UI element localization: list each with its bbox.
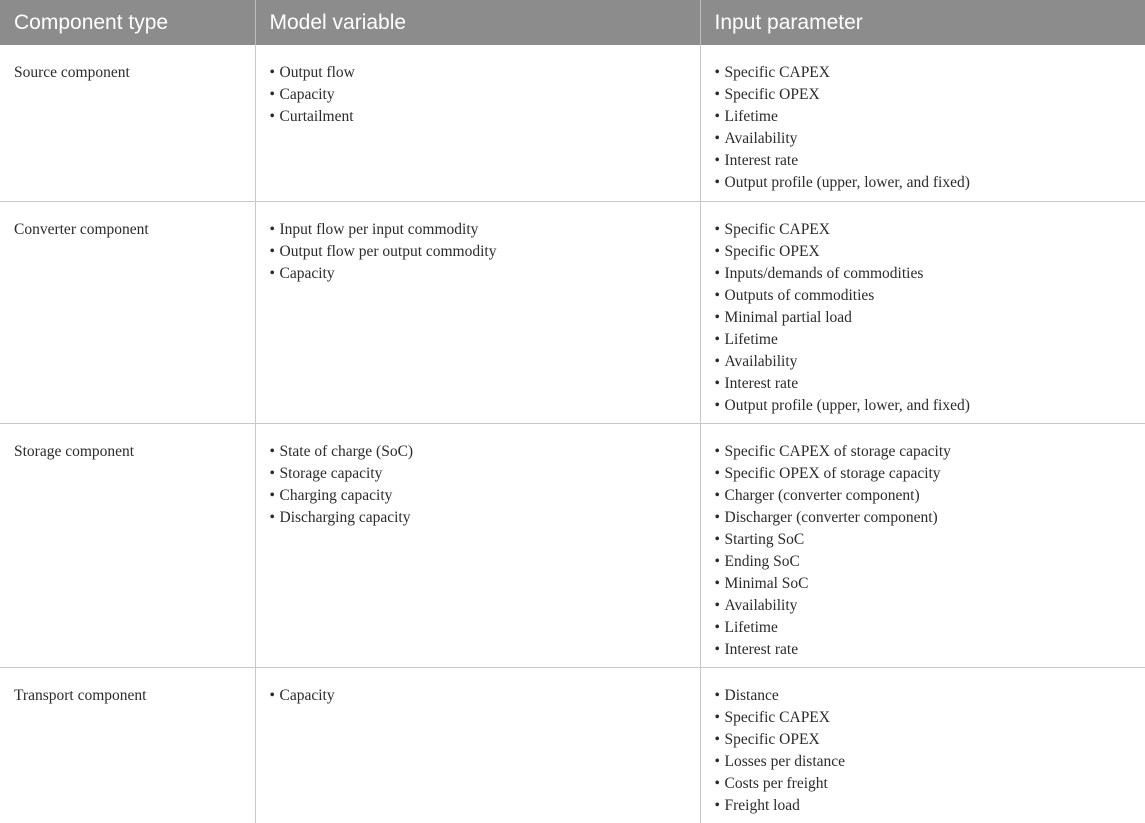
- list-item-label: Interest rate: [725, 641, 799, 658]
- list-item-label: Discharger (converter component): [725, 509, 938, 526]
- list-item-label: Costs per freight: [725, 775, 828, 792]
- bullet-icon: •: [270, 241, 280, 263]
- bullet-icon: •: [715, 307, 725, 329]
- parameter-list: [715, 441, 1145, 661]
- parameter-list: [715, 219, 1145, 417]
- list-item: [715, 617, 1145, 639]
- bullet-icon: •: [715, 529, 725, 551]
- list-item-label: Output profile (upper, lower, and fixed): [725, 174, 970, 191]
- list-item: [715, 219, 1145, 241]
- bullet-icon: •: [715, 172, 725, 194]
- bullet-icon: •: [715, 507, 725, 529]
- list-item: [715, 551, 1145, 573]
- list-item-label: Availability: [725, 353, 798, 370]
- table-body: [0, 45, 1145, 823]
- list-item: [270, 441, 700, 463]
- bullet-icon: •: [270, 441, 280, 463]
- list-item: [715, 150, 1145, 172]
- list-item: [715, 172, 1145, 194]
- list-item: [270, 106, 700, 128]
- list-item-label: Curtailment: [280, 108, 354, 125]
- list-item-label: Discharging capacity: [280, 509, 411, 526]
- list-item: [715, 395, 1145, 417]
- list-item-label: Capacity: [280, 265, 335, 282]
- bullet-icon: •: [715, 729, 725, 751]
- list-item-label: Specific OPEX: [725, 243, 820, 260]
- list-item-label: Ending SoC: [725, 553, 800, 570]
- list-item: [270, 485, 700, 507]
- variable-list: [270, 219, 700, 285]
- list-item: [270, 463, 700, 485]
- list-item-label: State of charge (SoC): [280, 443, 414, 460]
- list-item: [715, 329, 1145, 351]
- list-item: [715, 573, 1145, 595]
- bullet-icon: •: [715, 329, 725, 351]
- list-item-label: Lifetime: [725, 619, 778, 636]
- bullet-icon: •: [715, 463, 725, 485]
- bullet-icon: •: [715, 219, 725, 241]
- bullet-icon: •: [270, 106, 280, 128]
- bullet-icon: •: [715, 106, 725, 128]
- list-item: [270, 62, 700, 84]
- list-item: [715, 351, 1145, 373]
- bullet-icon: •: [715, 263, 725, 285]
- list-item: [270, 241, 700, 263]
- header-component-type: Component type: [0, 0, 255, 45]
- list-item-label: Specific CAPEX: [725, 221, 830, 238]
- list-item: [270, 685, 700, 707]
- list-item-label: Freight load: [725, 797, 800, 814]
- parameter-list: [715, 62, 1145, 194]
- bullet-icon: •: [715, 351, 725, 373]
- bullet-icon: •: [270, 62, 280, 84]
- list-item: [715, 485, 1145, 507]
- parameter-list: [715, 685, 1145, 817]
- list-item: [715, 307, 1145, 329]
- list-item-label: Output flow per output commodity: [280, 243, 497, 260]
- list-item-label: Charger (converter component): [725, 487, 920, 504]
- bullet-icon: •: [270, 685, 280, 707]
- list-item: [715, 441, 1145, 463]
- bullet-icon: •: [715, 395, 725, 417]
- model-variable-cell: [255, 667, 700, 823]
- list-item: [715, 707, 1145, 729]
- list-item: [715, 529, 1145, 551]
- input-parameter-cell: [700, 423, 1145, 667]
- list-item: [715, 241, 1145, 263]
- list-item: [715, 128, 1145, 150]
- list-item: [715, 685, 1145, 707]
- list-item: [715, 751, 1145, 773]
- bullet-icon: •: [715, 128, 725, 150]
- bullet-icon: •: [270, 219, 280, 241]
- list-item: [715, 795, 1145, 817]
- list-item: [715, 507, 1145, 529]
- variable-list: [270, 685, 700, 707]
- bullet-icon: •: [715, 285, 725, 307]
- variable-list: [270, 62, 700, 128]
- bullet-icon: •: [715, 150, 725, 172]
- list-item: [715, 773, 1145, 795]
- list-item-label: Lifetime: [725, 331, 778, 348]
- component-type-cell: Transport component: [0, 667, 255, 823]
- model-variable-cell: [255, 201, 700, 423]
- list-item-label: Specific OPEX of storage capacity: [725, 465, 941, 482]
- bullet-icon: •: [715, 551, 725, 573]
- bullet-icon: •: [715, 595, 725, 617]
- list-item-label: Specific CAPEX: [725, 64, 830, 81]
- bullet-icon: •: [270, 463, 280, 485]
- list-item-label: Specific CAPEX: [725, 709, 830, 726]
- list-item: [715, 62, 1145, 84]
- list-item-label: Input flow per input commodity: [280, 221, 479, 238]
- list-item-label: Distance: [725, 687, 779, 704]
- bullet-icon: •: [715, 685, 725, 707]
- list-item-label: Availability: [725, 130, 798, 147]
- list-item-label: Losses per distance: [725, 753, 846, 770]
- bullet-icon: •: [715, 441, 725, 463]
- list-item-label: Output flow: [280, 64, 355, 81]
- bullet-icon: •: [715, 573, 725, 595]
- list-item-label: Availability: [725, 597, 798, 614]
- header-input-parameter: Input parameter: [700, 0, 1145, 45]
- list-item-label: Storage capacity: [280, 465, 383, 482]
- input-parameter-cell: [700, 45, 1145, 201]
- list-item: [715, 263, 1145, 285]
- list-item-label: Starting SoC: [725, 531, 805, 548]
- table-row: [0, 45, 1145, 201]
- list-item: [715, 729, 1145, 751]
- list-item: [715, 373, 1145, 395]
- list-item-label: Lifetime: [725, 108, 778, 125]
- table-row: [0, 667, 1145, 823]
- list-item: [270, 84, 700, 106]
- list-item-label: Minimal SoC: [725, 575, 809, 592]
- list-item: [715, 595, 1145, 617]
- list-item: [715, 463, 1145, 485]
- component-type-cell: Converter component: [0, 201, 255, 423]
- model-variable-cell: [255, 423, 700, 667]
- header-model-variable: Model variable: [255, 0, 700, 45]
- bullet-icon: •: [270, 263, 280, 285]
- bullet-icon: •: [715, 373, 725, 395]
- table-row: [0, 423, 1145, 667]
- list-item-label: Charging capacity: [280, 487, 393, 504]
- list-item: [715, 639, 1145, 661]
- list-item: [715, 285, 1145, 307]
- bullet-icon: •: [715, 795, 725, 817]
- component-type-cell: Source component: [0, 45, 255, 201]
- list-item-label: Specific OPEX: [725, 86, 820, 103]
- bullet-icon: •: [715, 485, 725, 507]
- bullet-icon: •: [715, 62, 725, 84]
- bullet-icon: •: [715, 751, 725, 773]
- bullet-icon: •: [270, 485, 280, 507]
- bullet-icon: •: [715, 617, 725, 639]
- model-variable-cell: [255, 45, 700, 201]
- list-item: [715, 106, 1145, 128]
- table-row: [0, 201, 1145, 423]
- list-item: [715, 84, 1145, 106]
- list-item: [270, 263, 700, 285]
- list-item-label: Capacity: [280, 86, 335, 103]
- variable-list: [270, 441, 700, 529]
- bullet-icon: •: [715, 773, 725, 795]
- list-item-label: Outputs of commodities: [725, 287, 875, 304]
- bullet-icon: •: [715, 84, 725, 106]
- list-item-label: Capacity: [280, 687, 335, 704]
- input-parameter-cell: [700, 667, 1145, 823]
- table-header: [0, 0, 1145, 45]
- list-item-label: Specific CAPEX of storage capacity: [725, 443, 951, 460]
- bullet-icon: •: [715, 639, 725, 661]
- list-item-label: Minimal partial load: [725, 309, 852, 326]
- list-item: [270, 219, 700, 241]
- bullet-icon: •: [715, 707, 725, 729]
- bullet-icon: •: [270, 507, 280, 529]
- input-parameter-cell: [700, 201, 1145, 423]
- list-item: [270, 507, 700, 529]
- list-item-label: Interest rate: [725, 375, 799, 392]
- component-type-cell: Storage component: [0, 423, 255, 667]
- bullet-icon: •: [715, 241, 725, 263]
- list-item-label: Output profile (upper, lower, and fixed): [725, 397, 970, 414]
- list-item-label: Inputs/demands of commodities: [725, 265, 924, 282]
- bullet-icon: •: [270, 84, 280, 106]
- header-row: [0, 0, 1145, 45]
- list-item-label: Interest rate: [725, 152, 799, 169]
- list-item-label: Specific OPEX: [725, 731, 820, 748]
